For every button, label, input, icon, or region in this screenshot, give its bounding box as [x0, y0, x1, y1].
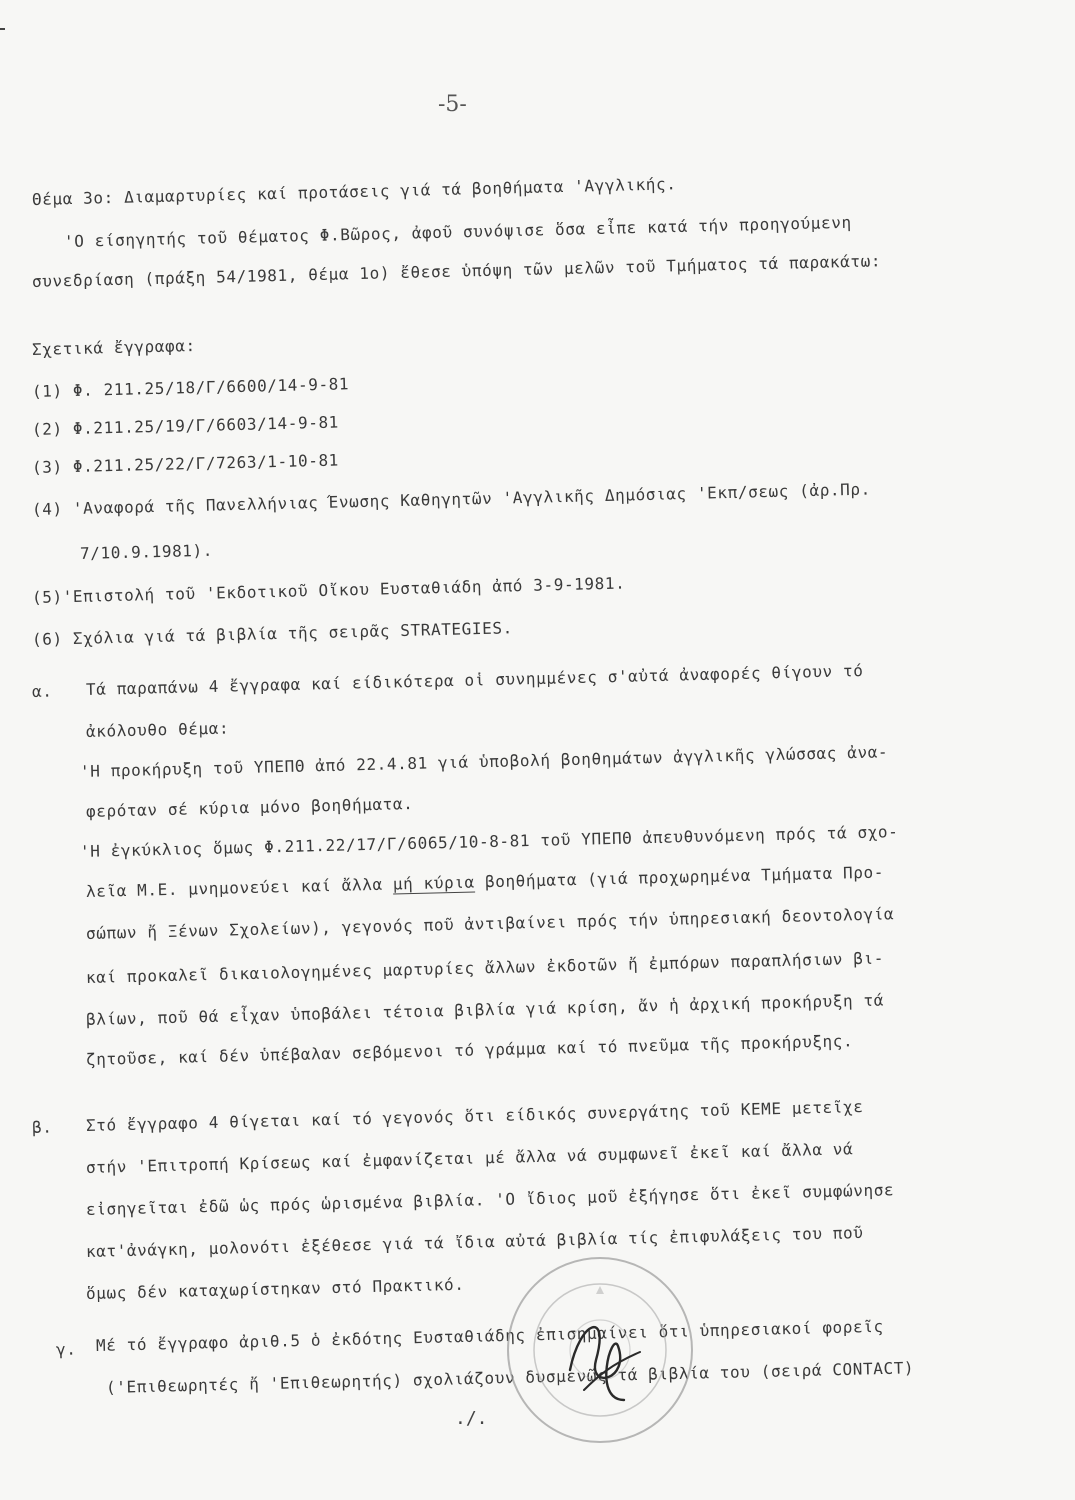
section-b-line: στήν 'Επιτροπή Κρίσεως καί ἐμφανίζεται μέ ἄλλα νά συμφωνεῖ ἐκεῖ καί ἄλλα νά [85, 1139, 854, 1177]
section-a-line: Τά παραπάνω 4 ἔγγραφα καί είδικότερα οἱ συνημμένες σ'αὐτά ἀναφορές θίγουν τό [85, 661, 864, 699]
document-item: (4) 'Αναφορά τῆς Πανελλήνιας Ένωσης Καθηγητῶν 'Αγγλικῆς Δημόσιας 'Εκπ/σεως (ἀρ.Πρ. [31, 479, 872, 519]
section-a-line [86, 863, 884, 901]
section-a-line: βλίων, ποῦ θά εἶχαν ὑποβάλει τέτοια βιβλία γιά κρίση, ἄν ἡ ἀρχική προκήρυξη τά [85, 990, 885, 1029]
section-a-line: καί προκαλεῖ δικαιολογημένες μαρτυρίες ἄλλων ἐκδοτῶν ἤ ἐμπόρων παραπλήσιων βι- [85, 948, 885, 987]
section-a-text: βοηθήματα (γιά προχωρημένα Τμήματα Προ- [474, 862, 885, 892]
section-b-line: κατ'ἀνάγκη, μολονότι ἐξέθεσε γιά τά ἴδια αὐτά βιβλία τίς ἐπιφυλάξεις του ποῦ [85, 1223, 864, 1261]
handwritten-signature [570, 1327, 640, 1400]
section-a-line: σώπων ἤ Ξένων Σχολείων), γεγονός ποῦ ἀντιβαίνει πρός τήν ὑπηρεσιακή δεοντολογία [85, 904, 895, 943]
document-item: 7/10.9.1981). [79, 540, 214, 563]
section-a-line: φερόταν σέ κύρια μόνο βοηθήματα. [85, 794, 414, 821]
edge-mark [0, 28, 5, 30]
section-letter: α. [31, 681, 53, 701]
section-b-line: εἰσηγεῖται ἐδῶ ὡς πρός ὡρισμένα βιβλία. 'Ο ἴδιος μοῦ ἐξήγησε ὅτι ἐκεῖ συμφώνησε [85, 1180, 895, 1219]
official-seal-stamp [500, 1250, 700, 1450]
section-a-text: λεῖα Μ.Ε. μνημονεύει καί ἄλλα [85, 874, 394, 901]
document-item: (5)'Επιστολή τοῦ 'Εκδοτικοῦ Οἴκου Ευσταθιάδη ἀπό 3-9-1981. [31, 573, 626, 607]
section-c-line: ('Επιθεωρητές ἤ 'Επιθεωρητής) σχολιάζουν δυσμενῶς τά βιβλία του (σειρά CONTACT) [105, 1358, 915, 1397]
document-item: (1) Φ. 211.25/18/Γ/6600/14-9-81 [31, 374, 350, 401]
section-a-line: ζητοῦσε, καί δέν ὑπέβαλαν σεβόμενοι τό γράμμα καί τό πνεῦμα τῆς προκήρυξης. [85, 1031, 854, 1069]
section-a-line: 'Η προκήρυξη τοῦ ΥΠΕΠΘ ἀπό 22.4.81 γιά ὑποβολή βοηθημάτων ἀγγλικῆς γλώσσας ἀνα- [79, 742, 889, 781]
topic-line: Θέμα 3ο: Διαμαρτυρίες καί προτάσεις γιά τά βοηθήματα 'Αγγλικής. [31, 174, 677, 209]
document-item: (2) Φ.211.25/19/Γ/6603/14-9-81 [31, 412, 340, 439]
section-c-line: Μέ τό ἔγγραφο ἀριθ.5 ὁ ἐκδότης Ευσταθιάδης ἐπισημαίνει ὅτι ὑπηρεσιακοί φορεῖς [95, 1316, 884, 1355]
section-b-line: ὅμως δέν καταχωρίστηκαν στό Πρακτικό. [85, 1274, 465, 1303]
document-item: (6) Σχόλια γιά τά βιβλία τῆς σειρᾶς STRATEGIES. [31, 618, 514, 649]
section-letter: γ. [55, 1339, 77, 1359]
section-a-line: 'Η ἐγκύκλιος ὅμως Φ.211.22/17/Γ/6065/10-8-81 τοῦ ΥΠΕΠΘ ἀπευθυνόμενη πρός τά σχο- [79, 822, 899, 861]
page-number: -5- [438, 92, 467, 117]
underlined-phrase: μή κύρια [392, 872, 475, 894]
section-letter: β. [31, 1117, 53, 1137]
continuation-mark: ./. [455, 1408, 488, 1429]
section-b-line: Στό ἔγγραφο 4 θίγεται καί τό γεγονός ὅτι είδικός συνεργάτης τοῦ ΚΕΜΕ μετεῖχε [85, 1097, 864, 1135]
document-item: (3) Φ.211.25/22/Γ/7263/1-10-81 [31, 450, 340, 477]
section-a-line: ἀκόλουθο θέμα: [85, 718, 230, 741]
intro-line-1: 'Ο είσηγητής τοῦ θέματος Φ.Βῶρος, ἀφοῦ συνόψισε ὅσα εἶπε κατά τήν προηγούμενη [63, 212, 852, 251]
intro-line-2: συνεδρίαση (πράξη 54/1981, θέμα 1ο) ἔθεσε ὑπόψη τῶν μελῶν τοῦ Τμήματος τά παρακάτω: [31, 251, 882, 291]
documents-heading: Σχετικά ἔγγραφα: [31, 336, 196, 359]
